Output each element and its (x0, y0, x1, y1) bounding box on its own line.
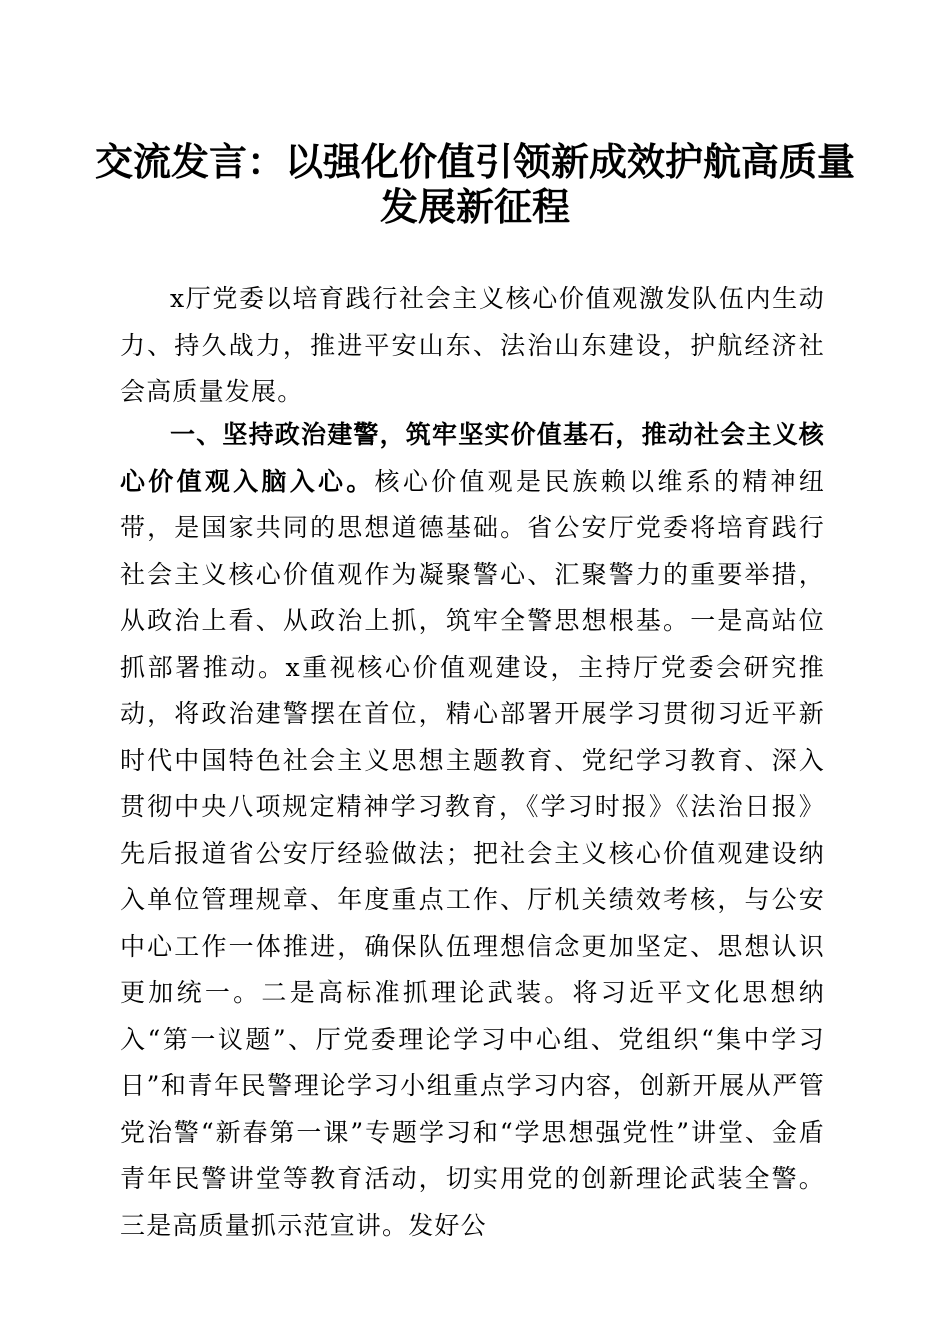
section-one-body: 核心价值观是民族赖以维系的精神纽带，是国家共同的思想道德基础。省公安厅党委将培育践行社会主义核心价值观作为凝聚警心、汇聚警力的重要举措，从政治上看、从政治上抓，筑牢全警思想根基。一是高站位抓部署推动。x重视核心价值观建设，主持厅党委会研究推动，将政治建警摆在首位，精心部署开展学习贯彻习近平新时代中国特色社会主义思想主题教育、党纪学习教育、深入贯彻中央八项规定精神学习教育，《学习时报》《法治日报》先后报道省公安厅经验做法；把社会主义核心价值观建设纳入单位管理规章、年度重点工作、厅机关绩效考核，与公安中心工作一体推进，确保队伍理想信念更加坚定、思想认识更加统一。二是高标准抓理论武装。将习近平文化思想纳入“第一议题”、厅党委理论学习中心组、党组织“集中学习日”和青年民警理论学习小组重点学习内容，创新开展从严管党治警“新春第一课”专题学习和“学思想强党性”讲堂、金盾青年民警讲堂等教育活动，切实用党的创新理论武装全警。三是高质量抓示范宣讲。发好公 (120, 466, 825, 1240)
document-title-line-1: 交流发言：以强化价值引领新成效护航高质量 (94, 139, 855, 184)
intro-paragraph: x厅党委以培育践行社会主义核心价值观激发队伍内生动力、持久战力，推进平安山东、法治山东建设，护航经济社会高质量发展。 (120, 284, 825, 406)
section-one-paragraph (120, 412, 825, 1249)
document-title-line-2: 发展新征程 (379, 184, 570, 229)
section-one-heading: 一、坚持政治建警，筑牢坚实价值基石，推动社会主义核心价值观入脑入心。 (120, 420, 826, 496)
